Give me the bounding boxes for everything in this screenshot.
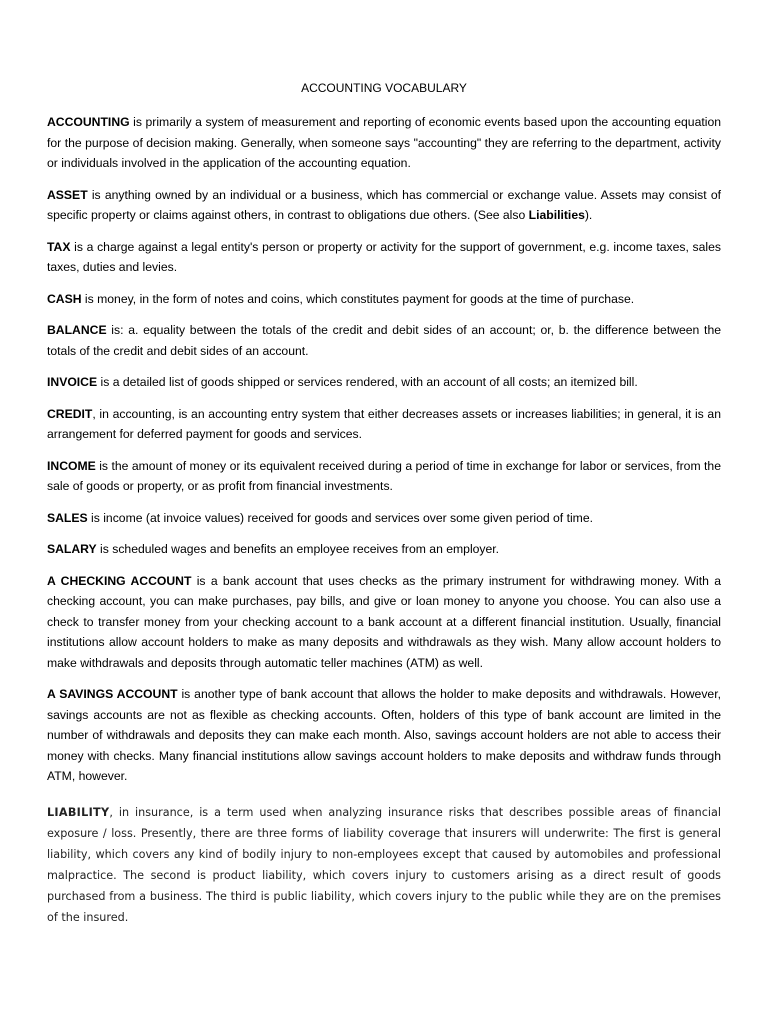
entry-term: TAX: [47, 239, 71, 254]
entry-text: is: a. equality between the totals of the credit and debit sides of an account; or, b. the difference between the totals of the credit and debit sides of an account.: [47, 323, 721, 358]
entry-balance: [47, 320, 721, 361]
entry-asset: [47, 185, 721, 226]
entry-term: INCOME: [47, 458, 96, 473]
entry-accounting: [47, 112, 721, 174]
entry-term: INVOICE: [47, 375, 98, 389]
entry-term: CASH: [47, 291, 82, 306]
entry-text: is a detailed list of goods shipped or services rendered, with an account of all costs; an itemized bill.: [97, 375, 638, 389]
entry-text: is a bank account that uses checks as the primary instrument for withdrawing money. With a checking account, you can make purchases, pay bills, and give or loan money to anyone you choose. You can also use a check to transfer money from your checking account to a bank account at a different financial institution. Usually, financial institutions allow account holders to make as many deposits and withdrawals as they wish. Many allow account holders to make withdrawals and deposits through automatic teller machines (ATM) as well.: [47, 573, 721, 670]
entry-term: BALANCE: [47, 323, 107, 337]
entry-term: ASSET: [47, 187, 88, 202]
entry-text: is scheduled wages and benefits an employee receives from an employer.: [96, 542, 500, 556]
entry-text: , in accounting, is an accounting entry system that either decreases assets or increases liabilities; in general, it is an arrangement for deferred payment for goods and services.: [47, 406, 721, 441]
entry-checking-account: [47, 571, 721, 674]
entry-liability: [47, 802, 721, 928]
entry-text-end: ).: [584, 208, 593, 222]
entry-term: A CHECKING ACCOUNT: [47, 573, 192, 588]
entry-tax: [47, 237, 721, 278]
entry-text: is income (at invoice values) received for goods and services over some given period of time.: [87, 510, 593, 525]
entry-term-reference: Liabilities: [528, 208, 585, 222]
entry-salary: [47, 539, 721, 560]
entry-invoice: [47, 372, 721, 393]
entry-income: [47, 456, 721, 497]
entry-term: CREDIT: [47, 406, 93, 421]
entry-text: is another type of bank account that allows the holder to make deposits and withdrawals. However, savings accounts are not as flexible as checking accounts. Often, holders of this type of bank account are limited in the number of withdrawals and deposits they can make each month. Also, savings account holders are not able to access their money with checks. Many financial institutions allow savings account holders to make deposits and withdraw funds through ATM, however.: [47, 687, 721, 783]
entry-term: LIABILITY: [47, 805, 110, 819]
entry-text: is anything owned by an individual or a business, which has commercial or exchange value. Assets may consist of specific property or claims against others, in contrast to obligations due others. (See also: [47, 187, 721, 222]
entry-term: SALARY: [47, 542, 97, 556]
entry-credit: [47, 404, 721, 445]
entry-text: is primarily a system of measurement and reporting of economic events based upon the accounting equation for the purpose of decision making. Generally, when someone says "accounting" they are referring to the department, activity or individuals involved in the application of the accounting equation.: [47, 115, 721, 170]
entry-text: is money, in the form of notes and coins, which constitutes payment for goods at the time of purchase.: [81, 291, 635, 306]
document-title: ACCOUNTING VOCABULARY: [301, 81, 467, 95]
entry-term: A SAVINGS ACCOUNT: [47, 687, 178, 701]
entry-text: is a charge against a legal entity's person or property or activity for the support of government, e.g. income taxes, sales taxes, duties and levies.: [47, 239, 721, 274]
entry-sales: [47, 508, 721, 529]
entry-text: , in insurance, is a term used when analyzing insurance risks that describes possible areas of financial exposure / loss. Presently, there are three forms of liability coverage that insurers will underwrite: The first is general liability, which covers any kind of bodily injury to non-employees except that caused by automobiles and professional malpractice. The second is product liability, which covers injury to customers arising as a direct result of goods purchased from a business. The third is public liability, which covers injury to the public while they are on the premises of the insured.: [47, 805, 721, 924]
entry-term: ACCOUNTING: [47, 115, 130, 129]
entry-cash: [47, 289, 721, 310]
entry-term: SALES: [47, 510, 88, 525]
entry-savings-account: [47, 684, 721, 787]
entry-text: is the amount of money or its equivalent received during a period of time in exchange for labor or services, from the sale of goods or property, or as profit from financial investments.: [47, 458, 721, 493]
